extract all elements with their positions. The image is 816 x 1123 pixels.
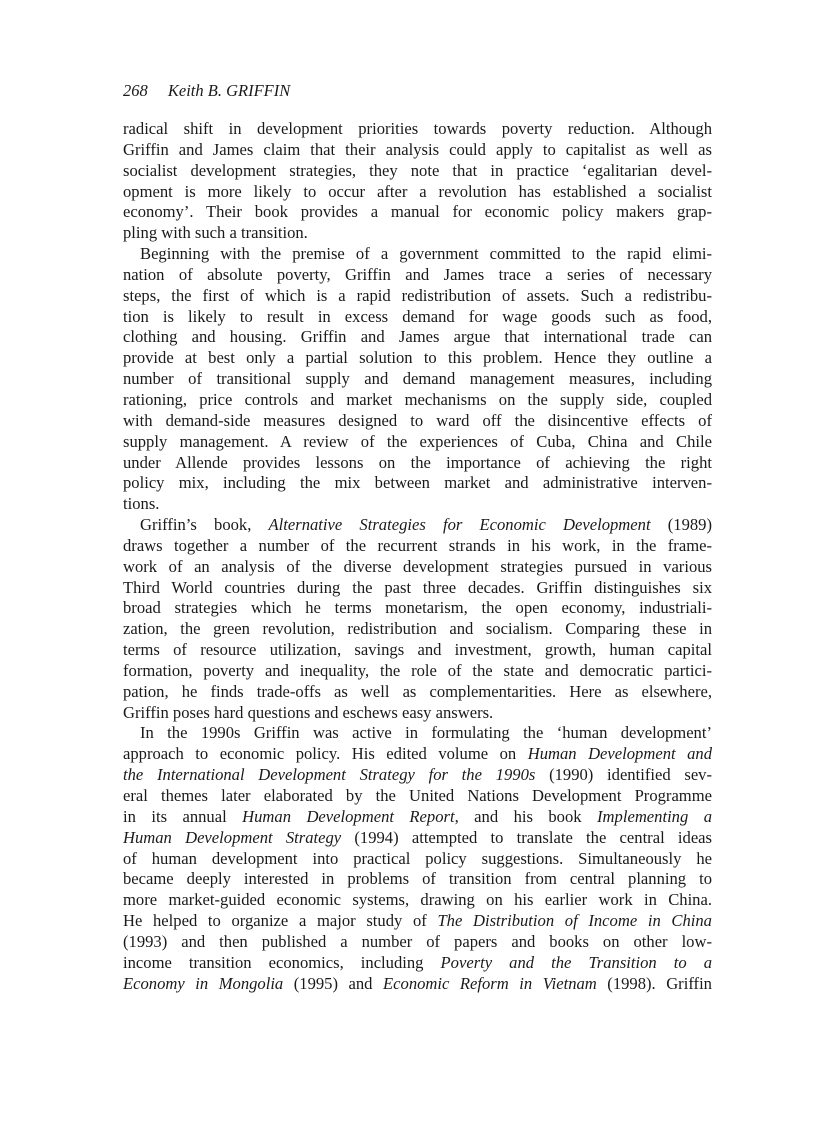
running-head <box>123 80 712 102</box>
text-run: Third World countries during the past three decades. Griffin distinguishes six <box>123 577 712 597</box>
text-line <box>123 640 712 661</box>
text-line <box>123 244 712 265</box>
text-line <box>123 911 712 932</box>
text-run: (1990) identified sev- <box>535 765 713 785</box>
text-line <box>123 744 712 765</box>
text-run: work of an analysis of the diverse development strategies pursued in various <box>123 556 712 576</box>
paragraph <box>123 723 712 994</box>
italic-title: Human Development and <box>527 744 712 764</box>
text-run: became deeply interested in problems of transition from central planning to <box>123 869 712 889</box>
text-line <box>123 661 712 682</box>
text-run: more market-guided economic systems, drawing on his earlier work in China. <box>123 890 712 910</box>
text-line <box>123 682 712 703</box>
text-run: rationing, price controls and market mechanisms on the supply side, coupled <box>123 389 712 409</box>
text-run: supply management. A review of the experiences of Cuba, China and Chile <box>123 431 712 451</box>
text-line <box>123 286 712 307</box>
text-run: steps, the first of which is a rapid redistribution of assets. Such a redistribu- <box>123 285 712 305</box>
text-run: eral themes later elaborated by the United Nations Development Programme <box>123 786 712 805</box>
text-line <box>123 515 712 536</box>
text-run: income transition economics, including <box>123 952 441 972</box>
text-run: approach to economic policy. His edited volume on <box>123 744 528 764</box>
text-run: , and his book <box>454 806 598 826</box>
text-line <box>123 932 712 953</box>
text-line <box>123 786 712 807</box>
text-run: (1994) attempted to translate the central ideas <box>341 827 713 847</box>
text-line <box>123 161 712 182</box>
document-page <box>123 80 712 994</box>
text-run: Griffin’s book, <box>140 515 269 535</box>
text-run: (1993) and then published a number of papers and books on other low- <box>123 931 712 951</box>
text-run: economy’. Their book provides a manual for economic policy makers grap- <box>123 202 712 222</box>
text-run: nation of absolute poverty, Griffin and James trace a series of necessary <box>123 264 712 284</box>
text-run: Griffin and James claim that their analysis could apply to capitalist as well as <box>123 139 712 159</box>
text-run: clothing and housing. Griffin and James argue that international trade can <box>123 327 712 347</box>
text-run: terms of resource utilization, savings and investment, growth, human capital <box>123 640 712 660</box>
text-line <box>123 119 712 140</box>
italic-title: Human Development Strategy <box>123 827 342 847</box>
text-run: under Allende provides lessons on the importance of achieving the right <box>123 452 712 472</box>
italic-title: Economic Reform in Vietnam <box>383 973 597 993</box>
text-line <box>123 849 712 870</box>
text-run: number of transitional supply and demand management measures, including <box>123 369 712 389</box>
italic-title: Human Development Report <box>242 806 455 826</box>
italic-title: Alternative Strategies for Economic Development <box>268 515 651 535</box>
text-line <box>123 223 712 244</box>
text-run: opment is more likely to occur after a revolution has established a socialist <box>123 181 712 201</box>
italic-title: The Distribution of Income in China <box>437 911 712 931</box>
text-line <box>123 828 712 849</box>
text-line <box>123 432 712 453</box>
text-run: Griffin poses hard questions and eschews easy answers. <box>123 702 494 722</box>
text-run: policy mix, including the mix between market and administrative interven- <box>123 473 712 493</box>
text-run: pling with such a transition. <box>123 223 308 243</box>
text-line <box>123 807 712 828</box>
text-line <box>123 557 712 578</box>
text-line <box>123 974 712 995</box>
text-line <box>123 307 712 328</box>
italic-title: Economy in Mongolia <box>123 973 284 993</box>
italic-title: the International Development Strategy for the 1990s <box>123 765 536 785</box>
text-run: socialist development strategies, they note that in practice ‘egalitarian devel- <box>123 160 712 180</box>
text-line <box>123 327 712 348</box>
text-line <box>123 453 712 474</box>
text-line <box>123 369 712 390</box>
text-line <box>123 494 712 515</box>
text-run: radical shift in development priorities towards poverty reduction. Although <box>123 119 712 138</box>
text-line <box>123 619 712 640</box>
text-run: He helped to organize a major study of <box>123 911 438 931</box>
text-line <box>123 723 712 744</box>
text-line <box>123 890 712 911</box>
text-line <box>123 536 712 557</box>
text-line <box>123 390 712 411</box>
text-line <box>123 411 712 432</box>
italic-title: Poverty and the Transition to a <box>440 952 713 972</box>
text-run: draws together a number of the recurrent strands in his work, in the frame- <box>123 535 712 555</box>
text-run: formation, poverty and inequality, the role of the state and democratic partici- <box>123 660 712 680</box>
text-run: with demand-side measures designed to ward off the disincentive effects of <box>123 410 712 430</box>
text-line <box>123 598 712 619</box>
text-run: In the 1990s Griffin was active in formulating the ‘human development’ <box>140 723 712 743</box>
text-line <box>123 140 712 161</box>
text-run: of human development into practical policy suggestions. Simultaneously he <box>123 848 712 868</box>
text-run: Beginning with the premise of a government committed to the rapid elimi- <box>140 244 712 264</box>
running-head-author: Keith B. GRIFFIN <box>167 81 291 100</box>
italic-title: Implementing a <box>597 806 713 826</box>
text-run: (1995) and <box>283 973 384 993</box>
text-run: pation, he finds trade-offs as well as complementarities. Here as elsewhere, <box>123 681 712 701</box>
text-run: in its annual <box>123 806 243 826</box>
paragraph <box>123 244 712 515</box>
text-line <box>123 869 712 890</box>
text-run: (1998). Griffin <box>596 973 712 993</box>
paragraph <box>123 515 712 723</box>
text-line <box>123 703 712 724</box>
text-run: tion is likely to result in excess demand for wage goods such as food, <box>123 306 712 326</box>
text-run: broad strategies which he terms monetarism, the open economy, industriali- <box>123 598 712 618</box>
page-number: 268 <box>123 81 148 100</box>
body-text <box>123 119 712 994</box>
text-run: zation, the green revolution, redistribution and socialism. Comparing these in <box>123 619 712 639</box>
paragraph <box>123 119 712 244</box>
text-run: tions. <box>123 494 160 514</box>
text-line <box>123 265 712 286</box>
text-line <box>123 348 712 369</box>
text-run: (1989) <box>650 515 712 535</box>
text-line <box>123 953 712 974</box>
text-line <box>123 765 712 786</box>
text-line <box>123 578 712 599</box>
text-run: provide at best only a partial solution to this problem. Hence they outline a <box>123 348 712 368</box>
text-line <box>123 182 712 203</box>
text-line <box>123 473 712 494</box>
text-line <box>123 202 712 223</box>
